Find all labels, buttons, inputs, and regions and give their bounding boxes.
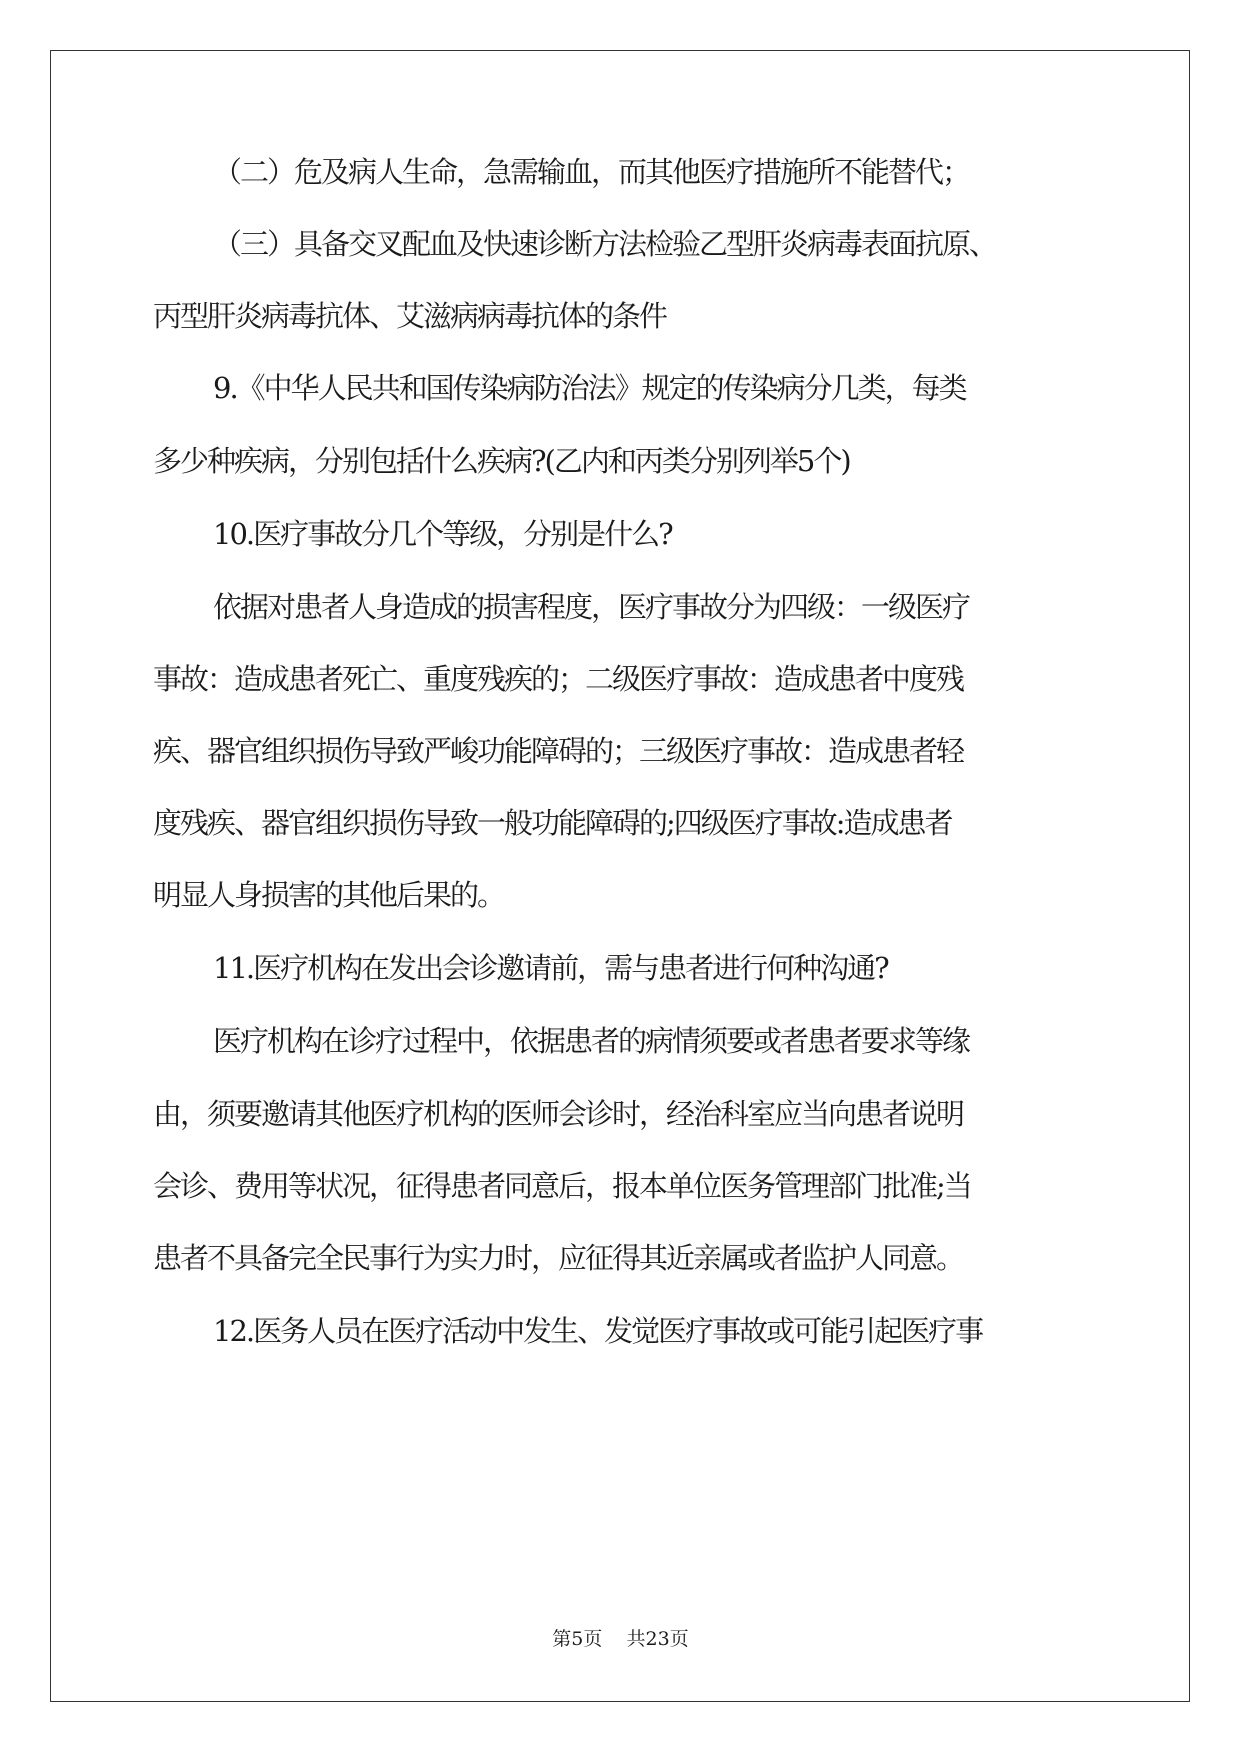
paragraph-line: 度残疾、器官组织损伤导致一般功能障碍的;四级医疗事故:造成患者 bbox=[153, 806, 952, 840]
paragraph-line: 事故：造成患者死亡、重度残疾的；二级医疗事故：造成患者中度残 bbox=[153, 662, 964, 696]
question-12-line: 12.医务人员在医疗活动中发生、发觉医疗事故或可能引起医疗事 bbox=[213, 1314, 983, 1348]
paragraph-line: 疾、器官组织损伤导致严峻功能障碍的；三级医疗事故：造成患者轻 bbox=[153, 734, 964, 768]
question-10-line: 10.医疗事故分几个等级，分别是什么? bbox=[213, 517, 672, 551]
paragraph-line: 医疗机构在诊疗过程中，依据患者的病情须要或者患者要求等缘 bbox=[213, 1024, 970, 1058]
question-11-line: 11.医疗机构在发出会诊邀请前，需与患者进行何种沟通? bbox=[213, 951, 888, 985]
paragraph-line: 由，须要邀请其他医疗机构的医师会诊时，经治科室应当向患者说明 bbox=[153, 1097, 964, 1131]
paragraph-line: 会诊、费用等状况，征得患者同意后，报本单位医务管理部门批准;当 bbox=[153, 1169, 971, 1203]
paragraph-line: 明显人身损害的其他后果的。 bbox=[153, 878, 505, 912]
paragraph-line: 多少种疾病，分别包括什么疾病?(乙内和丙类分别列举5个) bbox=[153, 444, 850, 478]
paragraph-line: 患者不具备完全民事行为实力时，应征得其近亲属或者监护人同意。 bbox=[153, 1241, 964, 1275]
paragraph-line: （三）具备交叉配血及快速诊断方法检验乙型肝炎病毒表面抗原、 bbox=[213, 227, 997, 261]
question-9-line: 9.《中华人民共和国传染病防治法》规定的传染病分几类，每类 bbox=[213, 371, 966, 405]
page-number-footer: 第5页 共23页 bbox=[552, 1628, 689, 1650]
paragraph-line: 丙型肝炎病毒抗体、艾滋病病毒抗体的条件 bbox=[153, 299, 667, 333]
paragraph-line: 依据对患者人身造成的损害程度，医疗事故分为四级：一级医疗 bbox=[213, 590, 970, 624]
paragraph-line: （二）危及病人生命，急需输血，而其他医疗措施所不能替代； bbox=[213, 155, 970, 189]
